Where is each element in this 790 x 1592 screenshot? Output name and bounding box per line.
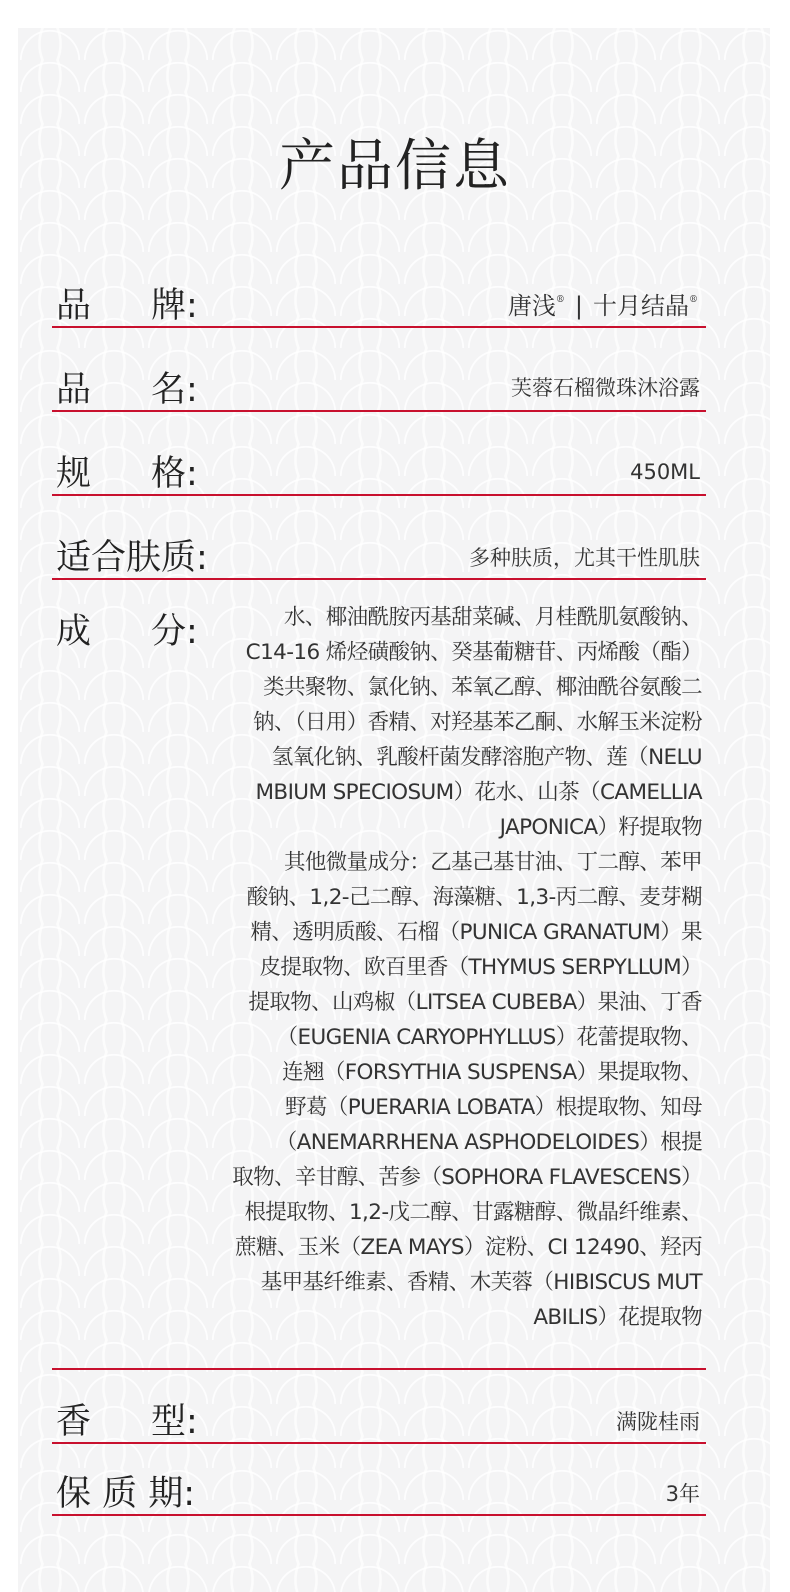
divider-line <box>52 1442 706 1444</box>
skin-type-label: 适合肤质: <box>56 538 208 578</box>
ingredient-line: C14-16 烯烃磺酸钠、癸基葡糖苷、丙烯酸（酯） <box>245 640 702 665</box>
skin-type-row <box>52 528 706 580</box>
shelf-life-value: 3年 <box>665 1482 700 1506</box>
brand-logo: 唐浅® | 十月结晶® <box>507 292 698 320</box>
ingredient-line: 皮提取物、欧百里香（THYMUS SERPYLLUM） <box>259 955 702 980</box>
spec-row <box>52 444 706 496</box>
divider-line <box>52 1514 706 1516</box>
ingredient-line: 提取物、山鸡椒（LITSEA CUBEBA）果油、丁香 <box>248 990 702 1015</box>
product-name-value: 芙蓉石榴微珠沐浴露 <box>511 376 700 400</box>
ingredient-line: 蔗糖、玉米（ZEA MAYS）淀粉、CI 12490、羟丙 <box>235 1235 702 1260</box>
divider-line <box>52 1368 706 1370</box>
ingredient-line: 钠、（日用）香精、对羟基苯乙酮、水解玉米淀粉 <box>252 710 702 735</box>
fragrance-value: 满陇桂雨 <box>616 1410 700 1434</box>
ingredient-line: 根提取物、1,2-戊二醇、甘露糖醇、微晶纤维素、 <box>244 1200 702 1225</box>
brand-label: 品 牌: <box>56 286 198 326</box>
ingredient-line: 其他微量成分：乙基己基甘油、丁二醇、苯甲 <box>283 850 702 875</box>
ingredient-line: 精、透明质酸、石榴（PUNICA GRANATUM）果 <box>250 920 702 945</box>
fragrance-row <box>52 1392 706 1444</box>
spec-value: 450ML <box>630 460 700 484</box>
divider-line <box>52 578 706 580</box>
ingredient-line: 野葛（PUERARIA LOBATA）根提取物、知母 <box>285 1095 702 1120</box>
product-name-row <box>52 360 706 412</box>
divider-line <box>52 326 706 328</box>
ingredient-line: 水、椰油酰胺丙基甜菜碱、月桂酰肌氨酸钠、 <box>283 605 702 630</box>
ingredient-line: JAPONICA）籽提取物 <box>499 815 702 840</box>
fragrance-label: 香 型: <box>56 1402 198 1442</box>
ingredient-line: 取物、辛甘醇、苦参（SOPHORA FLAVESCENS） <box>232 1165 702 1190</box>
ingredient-line: ABILIS）花提取物 <box>533 1305 702 1330</box>
ingredient-line: 连翘（FORSYTHIA SUSPENSA）果提取物、 <box>282 1060 702 1085</box>
ingredients-label: 成 分: <box>56 612 198 652</box>
ingredient-line: （ANEMARRHENA ASPHODELOIDES）根提 <box>275 1130 702 1155</box>
ingredient-line: 类共聚物、氯化钠、苯氧乙醇、椰油酰谷氨酸二 <box>263 675 702 700</box>
ingredient-line: 基甲基纤维素、香精、木芙蓉（HIBISCUS MUT <box>260 1270 702 1295</box>
product-name-label: 品 名: <box>56 370 198 410</box>
divider-line <box>52 410 706 412</box>
skin-type-value: 多种肤质，尤其干性肌肤 <box>469 546 700 570</box>
ingredient-line: MBIUM SPECIOSUM）花水、山茶（CAMELLIA <box>255 780 702 805</box>
shelf-life-label: 保 质 期: <box>56 1474 196 1514</box>
ingredient-line: 氢氧化钠、乳酸杆菌发酵溶胞产物、莲（NELU <box>271 745 702 770</box>
ingredients-list <box>230 600 702 1335</box>
divider-line <box>52 494 706 496</box>
ingredient-line: （EUGENIA CARYOPHYLLUS）花蕾提取物、 <box>276 1025 702 1050</box>
ingredient-line: 酸钠、1,2-己二醇、海藻糖、1,3-丙二醇、麦芽糊 <box>246 885 702 910</box>
brand-row <box>52 276 706 328</box>
spec-label: 规 格: <box>56 454 198 494</box>
page-title: 产品信息 <box>279 134 511 199</box>
shelf-life-row <box>52 1464 706 1516</box>
